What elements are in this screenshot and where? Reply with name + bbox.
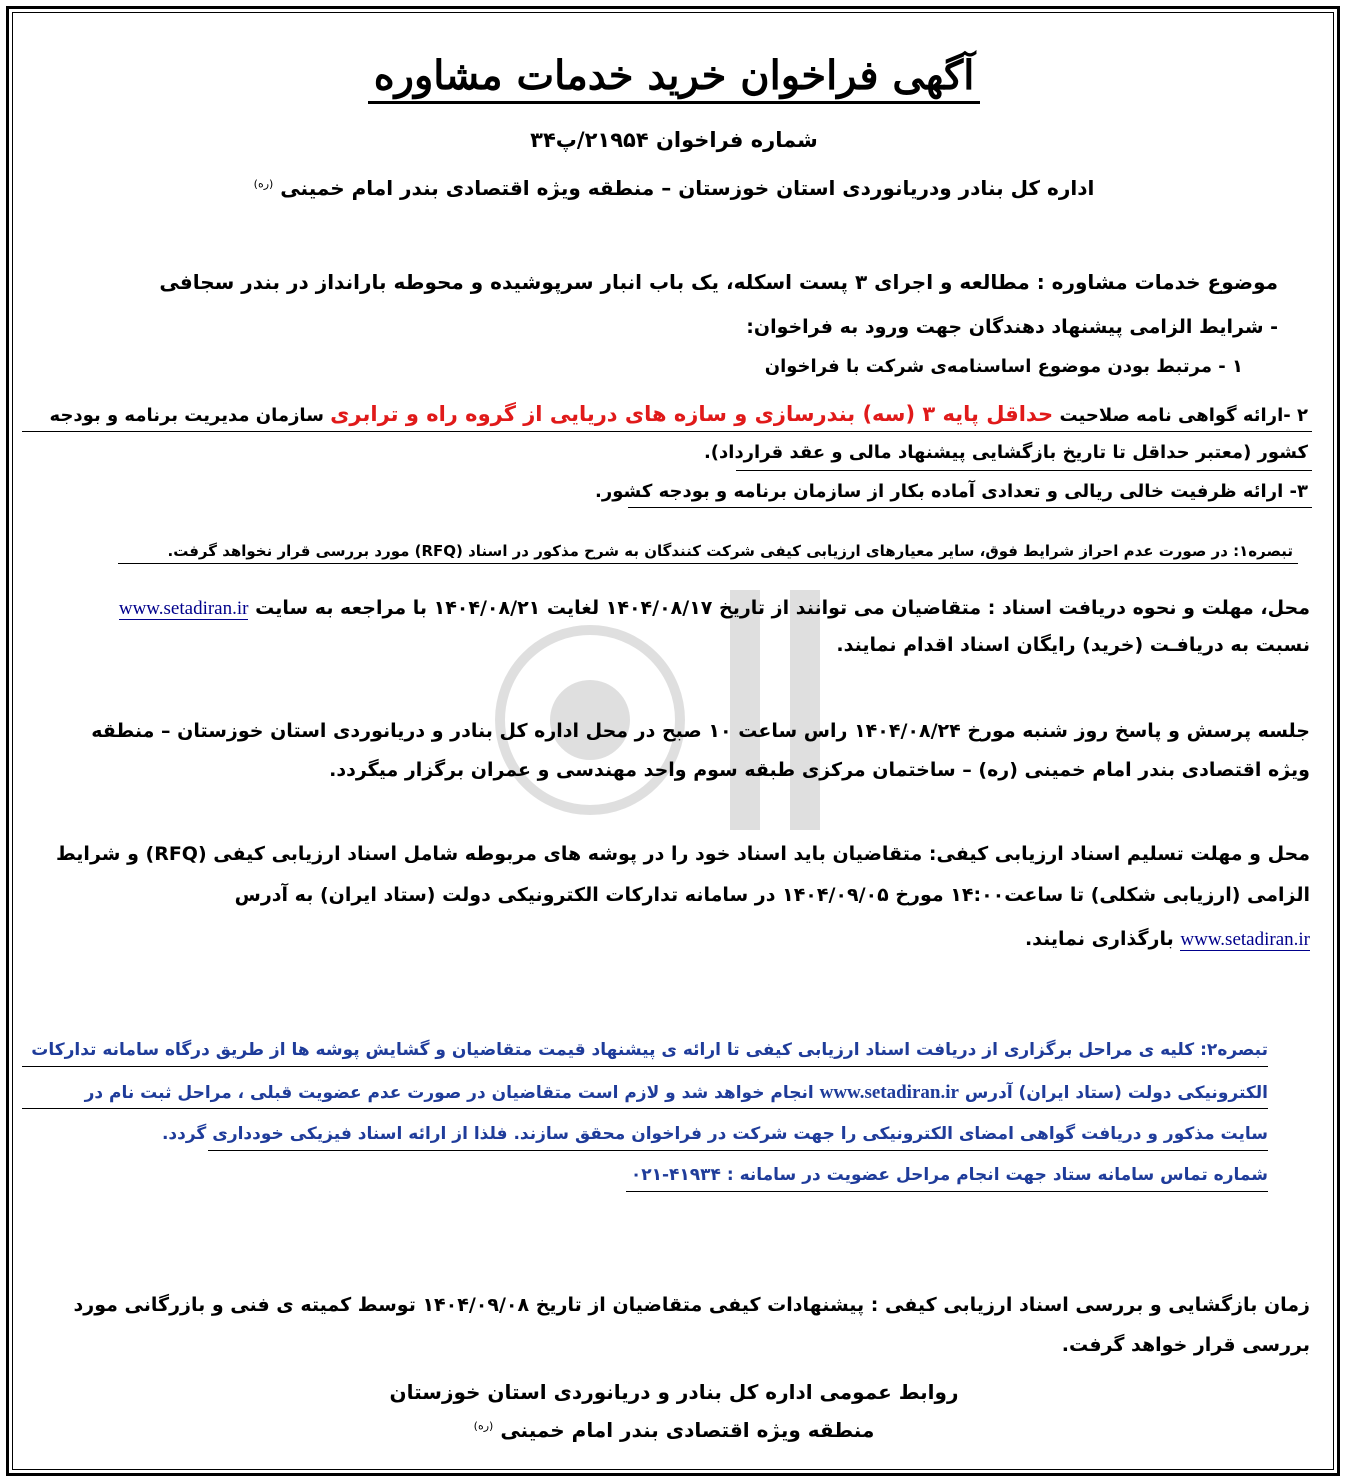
documents-line-1: محل، مهلت و نحوه دریافت اسناد : متقاضیان می توانند از تاریخ ۱۴۰۴/۰۸/۱۷ لغایت ۱۴۰۴/۰۸/۲۱ با مراجعه به سایت www.setadiran.ir — [118, 597, 1310, 619]
underline — [208, 1150, 1268, 1151]
meeting-line-1: جلسه پرسش و پاسخ روز شنبه مورخ ۱۴۰۴/۰۸/۲۴ راس ساعت ۱۰ صبح در محل اداره کل بنادر و دریانوردی استان خوزستان – منطقه — [91, 720, 1310, 742]
condition-item-1: ۱ - مرتبط بودن موضوع اساسنامه‌ی شرکت با فراخوان — [764, 356, 1243, 377]
condition-item-2: ۲ -ارائه گواهی نامه صلاحیت حداقل پایه ۳ (سه) بندرسازی و سازه های دریایی از گروه راه و ترابری سازمان مدیریت برنامه و بودجه — [49, 402, 1308, 426]
tender-number: شماره فراخوان ۲۱۹۵۴/پ۳۴ — [530, 128, 818, 152]
submission-line-1: محل و مهلت تسلیم اسناد ارزیابی کیفی: متقاضیان باید اسناد خود را در پوشه های مربوطه شامل اسناد ارزیابی کیفی (RFQ) و شرایط — [55, 843, 1310, 865]
footer-line-1: روابط عمومی اداره کل بنادر و دریانوردی استان خوزستان — [389, 1380, 959, 1404]
underline — [22, 1108, 1268, 1109]
meeting-line-2: ویژه اقتصادی بندر امام خمینی (ره) – ساختمان مرکزی طبقه سوم واحد مهندسی و عمران برگزار میگردد. — [329, 759, 1310, 781]
condition-item-2-cont: کشور (معتبر حداقل تا تاریخ بازگشایی پیشنهاد مالی و عقد قرارداد). — [703, 442, 1308, 463]
subject-line: موضوع خدمات مشاوره : مطالعه و اجرای ۳ پست اسکله، یک باب انبار سرپوشیده و محوطه بارانداز در بندر سجافی — [159, 270, 1278, 294]
documents-line-2: نسبت به دریافـت (خرید) رایگان اسناد اقدام نمایند. — [836, 634, 1310, 656]
notice-title: آگهی فراخوان خرید خدمات مشاوره — [0, 52, 1348, 99]
opening-line-2: بررسی قرار خواهد گرفت. — [1061, 1334, 1310, 1356]
footer-line-2: منطقه ویژه اقتصادی بندر امام خمینی $^{(ره)}$ — [473, 1418, 875, 1442]
condition-item-3: ۳- ارائه ظرفیت خالی ریالی و تعدادی آماده بکار از سازمان برنامه و بودجه کشور. — [595, 481, 1308, 502]
underline — [626, 1191, 1268, 1192]
underline — [22, 1066, 1268, 1067]
underline — [118, 563, 1298, 564]
note-2-line-1: تبصره۲: کلیه ی مراحل برگزاری از دریافت اسناد ارزیابی کیفی تا ارائه ی پیشنهاد قیمت متقاضیان و گشایش پوشه ها از طریق درگاه سامانه تدارکات — [31, 1040, 1268, 1060]
conditions-heading: - شرایط الزامی پیشنهاد دهندگان جهت ورود به فراخوان: — [746, 316, 1278, 338]
setadiran-link[interactable]: www.setadiran.ir — [118, 598, 249, 619]
note-1: تبصره۱: در صورت عدم احراز شرایط فوق، سایر معیارهای ارزیابی کیفی شرکت کنندگان به شرح مذکور در اسناد (RFQ) مورد بررسی قرار نخواهد گرفت. — [167, 542, 1293, 560]
setadiran-link[interactable]: www.setadiran.ir — [819, 1082, 959, 1103]
note-2-contact: شماره تماس سامانه ستاد جهت انجام مراحل عضویت در سامانه : ۴۱۹۳۴-۰۲۱ — [630, 1165, 1268, 1185]
underline — [22, 431, 1312, 432]
note-2-line-3: سایت مذکور و دریافت گواهی امضای الکترونیکی را جهت شرکت در فراخوان محقق سازند. فلذا از ارائه اسناد فیزیکی خودداری گردد. — [161, 1124, 1268, 1144]
organization-line: اداره کل بنادر ودریانوردی استان خوزستان – منطقه ویژه اقتصادی بندر امام خمینی $^{(ره)}$ — [253, 176, 1095, 200]
underline — [628, 507, 1312, 508]
condition-item-2-highlight: حداقل پایه ۳ (سه) بندرسازی و سازه های دریایی از گروه راه و ترابری — [330, 402, 1054, 426]
opening-line-1: زمان بازگشایی و بررسی اسناد ارزیابی کیفی : پیشنهادات کیفی متقاضیان از تاریخ ۱۴۰۴/۰۹/۰۸ توسط کمیته ی فنی و بازرگانی مورد — [73, 1294, 1310, 1316]
setadiran-link[interactable]: www.setadiran.ir — [1180, 929, 1310, 950]
note-2-line-2: الکترونیکی دولت (ستاد ایران) آدرس www.setadiran.ir انجام خواهد شد و لازم است متقاضیان در صورت عدم عضویت قبلی ، مراحل ثبت نام در — [84, 1082, 1268, 1103]
submission-line-3: www.setadiran.ir بارگذاری نمایند. — [1024, 928, 1310, 950]
underline — [736, 470, 1312, 471]
submission-line-2: الزامی (ارزیابی شکلی) تا ساعت۱۴:۰۰ مورخ ۱۴۰۴/۰۹/۰۵ در سامانه تدارکات الکترونیکی دولت (ستاد ایران) به آدرس — [234, 884, 1310, 906]
